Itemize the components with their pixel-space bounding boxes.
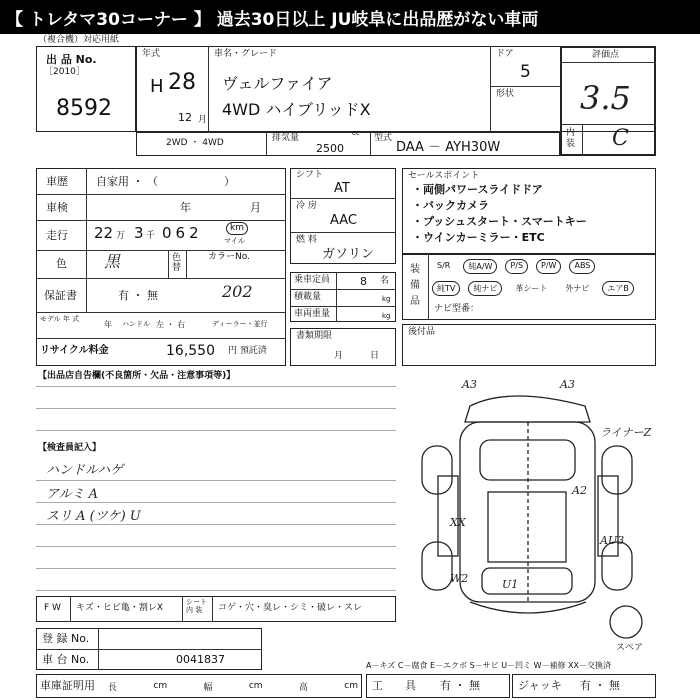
roof [488,492,566,562]
selling-label: セールスポイント [408,171,480,181]
interior-label: 内 装 [566,128,576,149]
mileage-rest: 062 [162,224,203,242]
mileage-label: 走行 [46,229,68,242]
model-year-label: モデル 年 式 [40,315,80,323]
km-unit: km [226,222,248,235]
selling-point-2: ・バックカメラ [412,199,489,212]
drive-type: 2WD ・ 4WD [166,138,224,148]
tools-label: 工 具 [372,679,416,692]
jack-label: ジャッキ [518,679,562,692]
title-banner: 【 トレタマ30コーナー 】 過去30日以上 JU岐阜に出品歴がない車両 [0,0,700,34]
divider [290,289,396,290]
divider [582,124,583,156]
aftermarket-label: 後付品 [408,327,436,337]
model-year-unit: 年 [104,320,112,329]
divider [290,198,396,199]
lot-number: 8592 [56,96,112,121]
mile-unit: マイル [224,237,245,245]
man-unit: 万 [116,231,126,241]
mileage-10k: 22 [94,224,114,242]
sen-unit: 千 [146,231,156,241]
equip-ps: P/S [505,259,528,274]
note-line [36,386,396,387]
validity-unit: 月 日 [334,351,380,361]
divider [36,338,286,339]
note-line [36,480,396,481]
divider [336,272,337,322]
equip-leather: 革シート [515,284,548,293]
cert-length: 長 [108,682,118,693]
seat-interior-label: シート 内 装 [186,598,207,614]
cert-width-unit: cm [248,681,263,691]
weight-label: 車両重量 [294,309,331,319]
cert-width: 幅 [203,682,213,693]
color-value: 黒 [104,252,121,271]
divider [86,168,87,312]
lot-year: ［2010］ [44,67,85,77]
history-label: 車歴 [46,175,68,188]
recycle-label: リサイクル料金 [40,345,109,356]
note-line [36,430,396,431]
cc-unit: cc [352,129,360,137]
doors-value: 5 [520,62,531,82]
inspection-month-unit: 月 [250,201,261,214]
spare-label: スペア [616,643,644,653]
load-label: 積載量 [294,292,322,302]
validity-label: 書類期限 [296,331,333,341]
mark-w2: W2 [450,572,469,585]
cert-length-unit: cm [153,681,168,691]
fuel-value: ガソリン [322,247,375,262]
dealer-label: ディーラー・並行 [212,320,268,328]
shape-label: 形状 [496,89,515,99]
mark-au3: AU3 [600,534,625,547]
mark-xx: XX [450,516,466,529]
warranty-label: 保証書 [44,289,77,302]
tools-value: 有 ・ 無 [440,679,480,692]
front-bumper-shape [465,396,590,422]
rear-window [482,568,572,594]
divider [212,596,213,622]
score-value: 3.5 [580,79,631,117]
recycle-amount: 16,550 [166,343,215,359]
equip-sr: S/R [437,261,451,270]
doors-label: ドア [496,49,514,59]
registration-label: 登 録 No. [42,632,90,645]
divider [490,86,560,87]
shift-label: シフト [296,170,324,180]
equip-navi: 純ナビ [468,281,502,296]
divider [36,278,286,279]
equip-tv: 純TV [432,281,460,296]
divider [36,312,286,313]
divider [36,649,262,650]
equip-ext-navi: 外ナビ [565,284,590,293]
mark-a2: A2 [572,484,587,497]
note-line [36,568,396,569]
spare-tire [610,606,642,638]
selling-point-4: ・ウインカーミラー・ETC [412,231,545,244]
shift-value: AT [334,181,350,196]
selling-point-1: ・両側パワースライドドア [412,183,543,196]
equip-pw: P/W [536,259,561,274]
garage-cert-dims [108,676,358,696]
interior-damage-types: コゲ・穴・臭レ・シミ・破レ・スレ [218,603,363,613]
divider [290,232,396,233]
mileage-1k: 3 [134,224,144,242]
fuel-label: 燃 料 [296,235,317,245]
recycle-unit: 円 預託済 [228,346,267,356]
inspector-note-1: ハンドルハゲ [46,463,124,478]
displacement-label: 排気量 [272,133,300,143]
steering-value: 左 ・ 右 [156,320,186,329]
divider [182,596,183,622]
damage-types: キズ・ヒビ亀・割レX [76,603,163,613]
repaint-label: 色替 [172,253,182,273]
inspector-note-label: 【検査員記入】 [38,443,102,453]
mark-u1: U1 [502,578,519,591]
fw-label: F W [44,603,61,613]
history-value: 自家用 ・ （ ） [96,175,235,188]
divider [490,46,491,132]
chassis-number: 0041837 [176,653,225,666]
grade: 4WD ハイブリッドX [222,100,371,119]
divider [290,306,396,307]
divider [186,250,187,278]
spec-table [36,168,286,366]
note-line [36,408,396,409]
capacity-label: 乗車定員 [294,275,331,285]
year-label: 年式 [142,49,161,59]
model-value: DAA － AYH30W [396,140,501,155]
interior-score: C [612,126,629,151]
inspector-note-3: スリ A (ツケ) U [46,509,141,524]
selling-point-3: ・プッシュスタート・スマートキー [412,215,587,228]
note-line [36,524,396,525]
note-line [36,546,396,547]
divider [208,46,209,132]
garage-cert-label: 車庫証明用 [40,679,95,692]
year-value: 28 [168,70,196,95]
lot-label: 出 品 No. [46,53,97,66]
equipment-row-1 [432,259,595,274]
note-line [36,502,396,503]
inspector-note-2: アルミ A [46,487,99,502]
warranty-value: 有 ・ 無 [118,289,158,302]
paper-note: （複合機）対応用紙 [38,35,120,45]
displacement-value: 2500 [316,142,344,155]
ac-value: AAC [330,213,357,228]
load-unit: kg [382,295,391,303]
inspection-label: 車検 [46,201,68,214]
capacity-unit: 名 [380,276,390,286]
divider [36,220,286,221]
divider [560,62,656,63]
era: H [150,76,164,97]
rear-right-wheel [602,542,632,590]
divider [266,132,267,156]
divider [370,132,371,156]
divider [428,254,429,320]
ac-label: 冷 房 [296,201,317,211]
divider [98,628,99,670]
chassis-label: 車 台 No. [42,653,90,666]
color-no-value: 202 [222,282,253,301]
color-label: 色 [56,257,67,270]
exhibitor-note-label: 【出品店自告欄(不良箇所・欠品・注意事項等)】 [38,371,236,381]
divider [70,596,71,622]
front-right-wheel [602,446,632,494]
divider [560,124,656,125]
cert-height: 高 [298,682,308,693]
car-name: ヴェルファイア [222,74,333,93]
mark-a3-left: A3 [462,378,477,391]
front-left-wheel [422,446,452,494]
capacity-value: 8 [360,275,367,288]
score-label: 評価点 [592,50,620,60]
equip-abs: ABS [569,259,595,274]
rear-left-wheel [422,542,452,590]
mark-liner: ライナーZ [600,426,652,439]
divider [168,250,169,278]
jack-value: 有 ・ 無 [580,679,620,692]
mark-a3-right: A3 [560,378,575,391]
color-no-label: カラーNo. [208,252,250,262]
month-value: 12 [178,111,192,124]
aftermarket-box [402,324,656,366]
note-line [36,590,396,591]
navi-model-label: ナビ型番： [434,304,480,314]
inspection-year-unit: 年 [180,201,191,214]
name-label: 車名・グレード [214,49,278,59]
rear-bumper-shape [470,602,586,613]
damage-code-legend: A－キズ C－腐食 E－エクボ S－サビ U－凹ミ W－補修 XX－交換済 [366,661,612,670]
equip-aw: 純A/W [463,259,497,274]
divider [36,194,286,195]
divider [36,250,286,251]
weight-unit: kg [382,312,391,320]
equipment-label: 装 備 品 [410,264,420,307]
model-label: 型式 [374,133,393,143]
cert-height-unit: cm [344,681,358,691]
equipment-row-2 [432,281,634,296]
car-damage-diagram [410,376,660,656]
month-unit: 月 [198,115,208,125]
steering-label: ハンドル [122,320,150,328]
equip-airbag: エアB [602,281,634,296]
